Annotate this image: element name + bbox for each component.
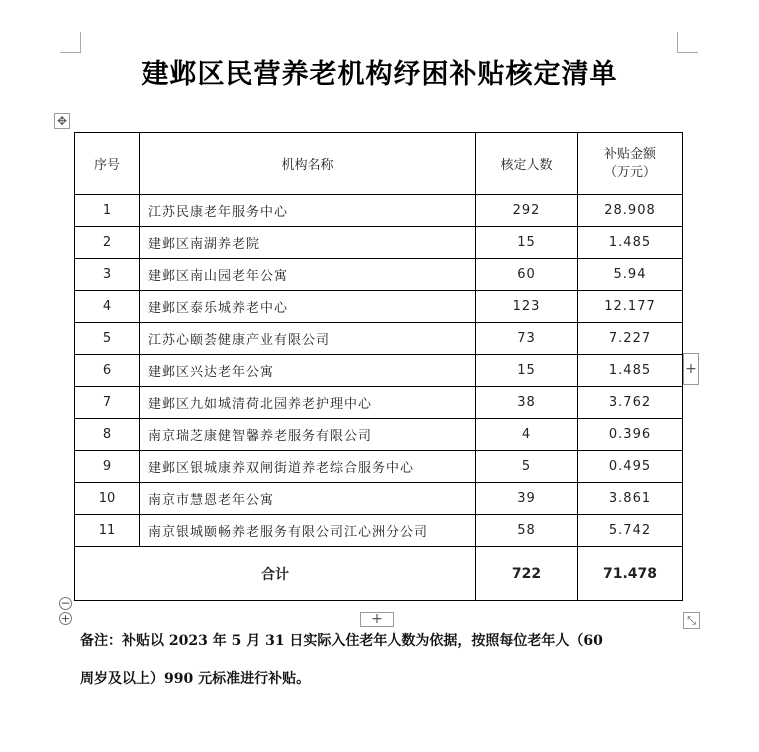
cell-count: 4 [476,419,578,451]
cell-amount: 5.94 [578,259,683,291]
total-count: 722 [476,547,578,601]
cell-name: 江苏心颐荟健康产业有限公司 [140,323,476,355]
total-label: 合计 [75,547,476,601]
cell-index: 6 [75,355,140,387]
header-name: 机构名称 [140,133,476,195]
cell-index: 7 [75,387,140,419]
table-row [75,291,683,323]
header-count: 核定人数 [476,133,578,195]
cell-name: 南京银城颐畅养老服务有限公司江心洲分公司 [140,515,476,547]
cell-index: 2 [75,227,140,259]
table-row [75,227,683,259]
cell-count: 292 [476,195,578,227]
cell-count: 5 [476,451,578,483]
cell-amount: 12.177 [578,291,683,323]
cell-amount: 0.495 [578,451,683,483]
cell-name: 江苏民康老年服务中心 [140,195,476,227]
note-paragraph [80,622,680,698]
cell-amount: 5.742 [578,515,683,547]
cell-index: 11 [75,515,140,547]
add-column-button[interactable]: + [683,353,699,385]
cell-index: 10 [75,483,140,515]
cell-count: 15 [476,355,578,387]
cell-count: 39 [476,483,578,515]
table-row [75,515,683,547]
cell-amount: 0.396 [578,419,683,451]
document-title: 建邺区民营养老机构纾困补贴核定清单 [141,59,618,90]
cell-name: 建邺区南湖养老院 [140,227,476,259]
cell-count: 60 [476,259,578,291]
table-resize-icon[interactable]: ⤡ [683,612,700,629]
delete-row-icon[interactable]: − [60,596,71,610]
table-header-row [75,133,683,195]
cell-count: 15 [476,227,578,259]
cell-name: 南京市慧恩老年公寓 [140,483,476,515]
cell-index: 4 [75,291,140,323]
cell-amount: 7.227 [578,323,683,355]
cell-index: 9 [75,451,140,483]
cell-amount: 3.861 [578,483,683,515]
crop-mark-top-right [677,32,698,53]
table-row [75,419,683,451]
cell-count: 123 [476,291,578,323]
table-row [75,483,683,515]
cell-name: 建邺区泰乐城养老中心 [140,291,476,323]
cell-count: 38 [476,387,578,419]
cell-amount: 28.908 [578,195,683,227]
table-total-row [75,547,683,601]
table-row [75,451,683,483]
subsidy-table [74,132,683,601]
crop-mark-top-left [60,32,81,53]
cell-index: 1 [75,195,140,227]
cell-name: 建邺区银城康养双闸街道养老综合服务中心 [140,451,476,483]
cell-amount: 1.485 [578,355,683,387]
table-row [75,323,683,355]
table-row [75,195,683,227]
cell-name: 南京瑞芝康健智馨养老服务有限公司 [140,419,476,451]
cell-count: 73 [476,323,578,355]
table-row [75,259,683,291]
add-row-button[interactable]: + [360,612,394,627]
table-move-icon[interactable]: ✥ [54,113,70,129]
cell-count: 58 [476,515,578,547]
cell-index: 5 [75,323,140,355]
total-amount: 71.478 [578,547,683,601]
cell-index: 3 [75,259,140,291]
note-line-1: 备注：补贴以 2023 年 5 月 31 日实际入住老年人数为依据，按照每位老年人（60 [80,633,603,649]
cell-index: 8 [75,419,140,451]
cell-name: 建邺区南山园老年公寓 [140,259,476,291]
cell-amount: 1.485 [578,227,683,259]
cell-name: 建邺区兴达老年公寓 [140,355,476,387]
cell-amount: 3.762 [578,387,683,419]
cell-name: 建邺区九如城清荷北园养老护理中心 [140,387,476,419]
note-line-2: 周岁及以上）990 元标准进行补贴。 [80,671,311,687]
header-amount-line1: 补贴金额 [603,146,656,162]
table-row [75,355,683,387]
table-row [75,387,683,419]
header-amount-line2: （万元） [603,164,656,180]
header-amount [578,133,683,195]
insert-row-icon[interactable]: + [60,612,71,625]
header-index: 序号 [75,133,140,195]
